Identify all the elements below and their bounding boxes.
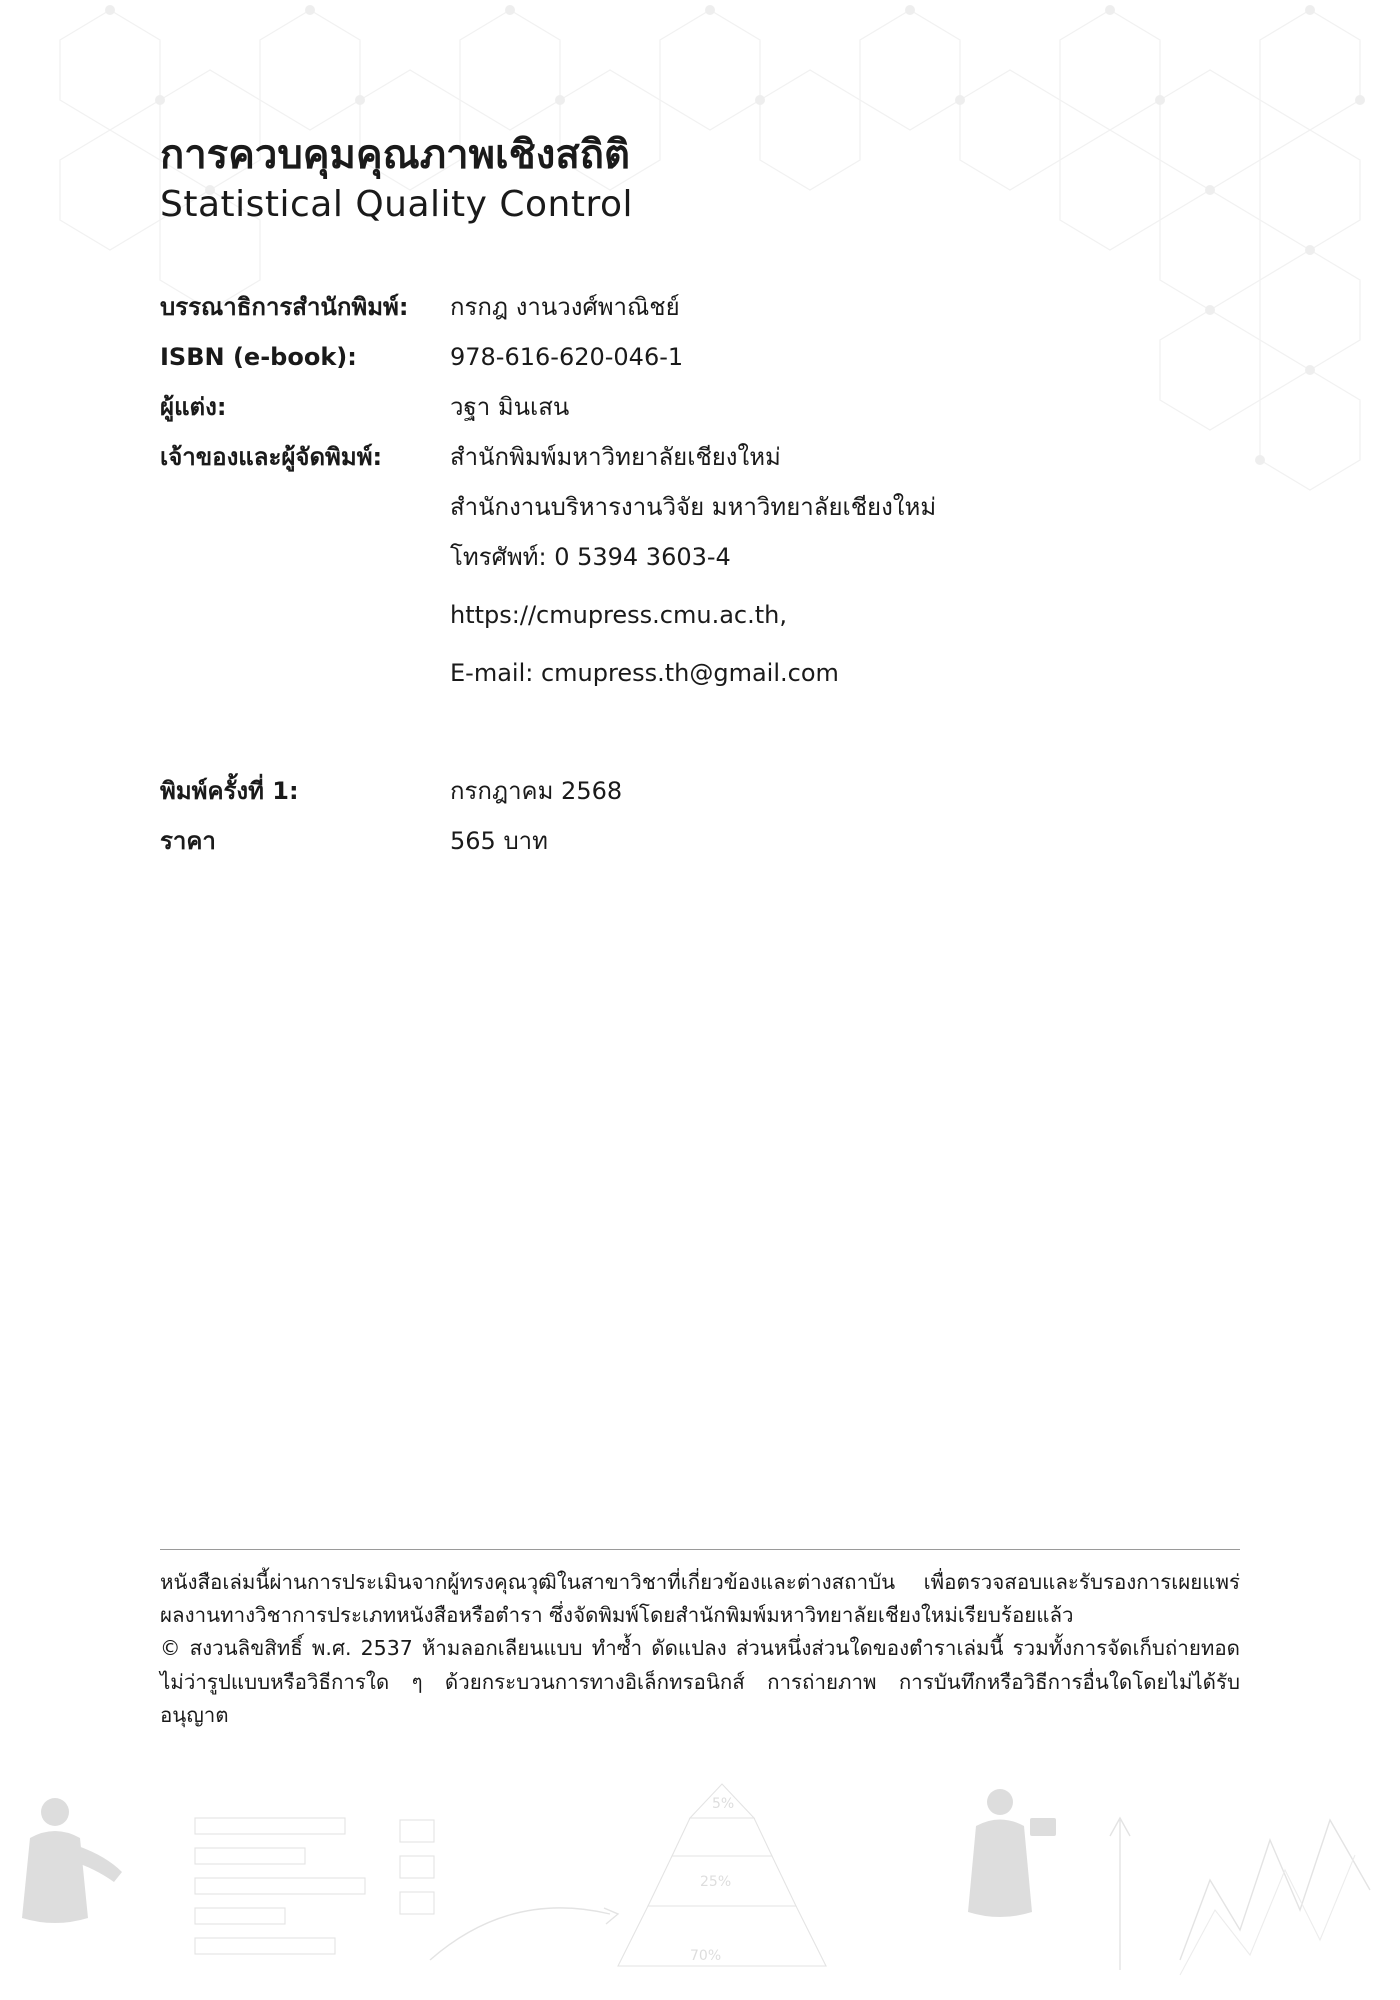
publisher-phone-line: โทรศัพท์: 0 5394 3603-4 <box>450 543 731 571</box>
publisher-email-link[interactable]: E-mail: cmupress.th@gmail.com <box>450 659 839 687</box>
peer-review-statement: หนังสือเล่มนี้ผ่านการประเมินจากผู้ทรงคุณวุฒิในสาขาวิชาที่เกี่ยวข้องและต่างสถาบัน เพื่อตรวจสอบและรับรองการเผยแพร่ผลงานทางวิชาการประเภทหนังสือหรือตำรา ซึ่งจัดพิมพ์โดยสำนักพิมพ์มหาวิทยาลัยเชียงใหม่เรียบร้อยแล้ว <box>160 1569 1240 1628</box>
imprint-value: สำนักพิมพ์มหาวิทยาลัยเชียงใหม่ <box>450 443 781 471</box>
imprint-row-edition <box>160 773 1240 809</box>
imprint-label: เจ้าของและผู้จัดพิมพ์: <box>160 443 383 471</box>
svg-text:25%: 25% <box>700 1874 732 1890</box>
imprint-value: กรกฎาคม 2568 <box>450 777 623 805</box>
imprint-value: กรกฎ งานวงศ์พาณิชย์ <box>450 293 680 321</box>
horizontal-divider <box>160 1549 1240 1550</box>
publisher-office-line: สำนักงานบริหารงานวิจัย มหาวิทยาลัยเชียงใหม่ <box>450 493 937 521</box>
imprint-row-price <box>160 823 1240 859</box>
imprint-spacer <box>160 713 1240 773</box>
imprint-value: วฐา มินเสน <box>450 393 570 421</box>
copyright-note <box>160 1549 1240 1732</box>
page-title-thai: การควบคุมคุณภาพเชิงสถิติ <box>160 132 630 178</box>
imprint-label: บรรณาธิการสำนักพิมพ์: <box>160 293 409 321</box>
imprint-label: พิมพ์ครั้งที่ 1: <box>160 777 299 805</box>
imprint-value: 978-616-620-046-1 <box>450 343 684 371</box>
imprint-label: ผู้แต่ง: <box>160 393 227 421</box>
copyright-statement: © สงวนลิขสิทธิ์ พ.ศ. 2537 ห้ามลอกเลียนแบบ ทำซ้ำ ดัดแปลง ส่วนหนึ่งส่วนใดของตำราเล่มนี้ รวมทั้งการจัดเก็บถ่ายทอด ไม่ว่ารูปแบบหรือวิธีการใด ๆ ด้วยกระบวนการทางอิเล็กทรอนิกส์ การถ่ายภาพ การบันทึกหรือวิธีการอื่นใดโดยไม่ได้รับอนุญาต <box>160 1636 1240 1727</box>
imprint-label: ISBN (e-book): <box>160 343 357 371</box>
imprint-label: ราคา <box>160 827 216 855</box>
imprint-row-author <box>160 389 1240 425</box>
publisher-website-link[interactable]: https://cmupress.cmu.ac.th, <box>450 601 787 629</box>
imprint-value: 565 บาท <box>450 827 548 855</box>
imprint-row-editor <box>160 289 1240 325</box>
imprint-row-isbn <box>160 339 1240 375</box>
imprint-row-publisher <box>160 439 1240 475</box>
svg-text:70%: 70% <box>690 1948 722 1964</box>
svg-text:5%: 5% <box>712 1796 735 1812</box>
page-title-english: Statistical Quality Control <box>160 184 634 225</box>
imprint-block <box>160 289 1240 859</box>
footer-text-block <box>160 1566 1240 1732</box>
